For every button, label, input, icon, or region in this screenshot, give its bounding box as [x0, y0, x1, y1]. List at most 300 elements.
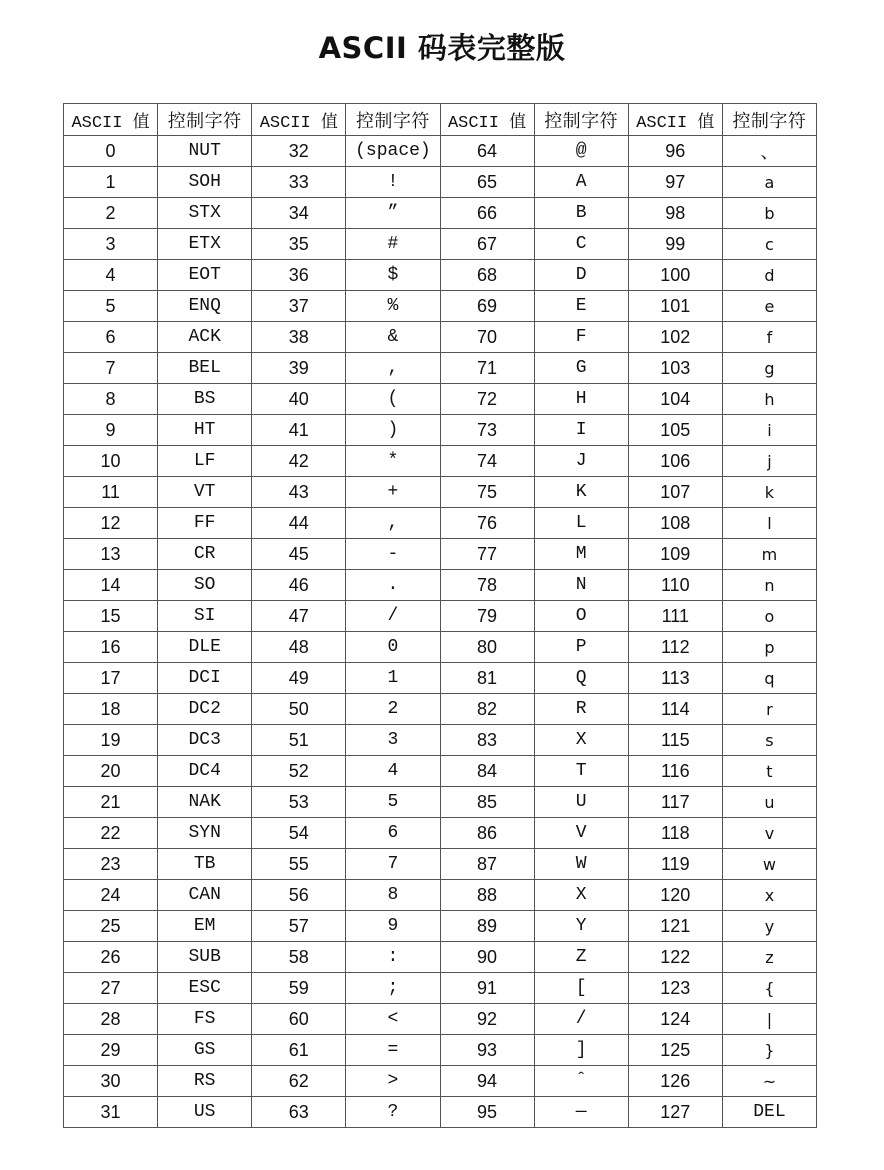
- table-row: [64, 849, 817, 880]
- char-cell: US: [158, 1097, 252, 1128]
- char-cell: ;: [346, 973, 440, 1004]
- char-cell: 5: [346, 787, 440, 818]
- ascii-value-cell: 14: [64, 570, 158, 601]
- ascii-value-cell: 54: [252, 818, 346, 849]
- char-cell: 7: [346, 849, 440, 880]
- ascii-value-cell: 13: [64, 539, 158, 570]
- table-row: [64, 880, 817, 911]
- table-row: [64, 291, 817, 322]
- table-row: [64, 198, 817, 229]
- ascii-value-cell: 66: [440, 198, 534, 229]
- char-cell: R: [534, 694, 628, 725]
- table-row: [64, 756, 817, 787]
- ascii-value-cell: 10: [64, 446, 158, 477]
- table-row: [64, 446, 817, 477]
- ascii-value-cell: 21: [64, 787, 158, 818]
- table-row: [64, 508, 817, 539]
- ascii-value-cell: 71: [440, 353, 534, 384]
- ascii-value-cell: 62: [252, 1066, 346, 1097]
- header-control-char: 控制字符: [534, 104, 628, 136]
- char-cell: ”: [346, 198, 440, 229]
- ascii-value-cell: 18: [64, 694, 158, 725]
- ascii-value-cell: 9: [64, 415, 158, 446]
- header-ascii-value: ASCII 值: [252, 104, 346, 136]
- ascii-value-cell: 46: [252, 570, 346, 601]
- ascii-value-cell: 12: [64, 508, 158, 539]
- char-cell: FS: [158, 1004, 252, 1035]
- ascii-value-cell: 1: [64, 167, 158, 198]
- ascii-value-cell: 105: [628, 415, 722, 446]
- ascii-value-cell: 116: [628, 756, 722, 787]
- char-cell: b: [722, 198, 816, 229]
- header-control-char: 控制字符: [158, 104, 252, 136]
- char-cell: ?: [346, 1097, 440, 1128]
- ascii-value-cell: 43: [252, 477, 346, 508]
- ascii-value-cell: 48: [252, 632, 346, 663]
- ascii-value-cell: 76: [440, 508, 534, 539]
- char-cell: SI: [158, 601, 252, 632]
- header-control-char: 控制字符: [722, 104, 816, 136]
- char-cell: L: [534, 508, 628, 539]
- char-cell: <: [346, 1004, 440, 1035]
- char-cell: A: [534, 167, 628, 198]
- table-row: [64, 384, 817, 415]
- char-cell: J: [534, 446, 628, 477]
- char-cell: #: [346, 229, 440, 260]
- char-cell: !: [346, 167, 440, 198]
- ascii-value-cell: 65: [440, 167, 534, 198]
- char-cell: ACK: [158, 322, 252, 353]
- table-body: [64, 136, 817, 1128]
- char-cell: %: [346, 291, 440, 322]
- table-row: [64, 539, 817, 570]
- char-cell: ~: [722, 1066, 816, 1097]
- ascii-value-cell: 122: [628, 942, 722, 973]
- table-row: [64, 663, 817, 694]
- ascii-value-cell: 69: [440, 291, 534, 322]
- ascii-value-cell: 95: [440, 1097, 534, 1128]
- ascii-value-cell: 99: [628, 229, 722, 260]
- char-cell: NUT: [158, 136, 252, 167]
- char-cell: =: [346, 1035, 440, 1066]
- ascii-value-cell: 88: [440, 880, 534, 911]
- char-cell: V: [534, 818, 628, 849]
- table-row: [64, 167, 817, 198]
- char-cell: Y: [534, 911, 628, 942]
- char-cell: I: [534, 415, 628, 446]
- ascii-value-cell: 17: [64, 663, 158, 694]
- char-cell: 3: [346, 725, 440, 756]
- ascii-value-cell: 35: [252, 229, 346, 260]
- ascii-value-cell: 5: [64, 291, 158, 322]
- char-cell: GS: [158, 1035, 252, 1066]
- ascii-value-cell: 125: [628, 1035, 722, 1066]
- ascii-value-cell: 80: [440, 632, 534, 663]
- ascii-value-cell: 126: [628, 1066, 722, 1097]
- ascii-value-cell: 93: [440, 1035, 534, 1066]
- char-cell: EM: [158, 911, 252, 942]
- char-cell: d: [722, 260, 816, 291]
- ascii-value-cell: 68: [440, 260, 534, 291]
- ascii-value-cell: 119: [628, 849, 722, 880]
- ascii-value-cell: 27: [64, 973, 158, 1004]
- char-cell: $: [346, 260, 440, 291]
- table-row: [64, 601, 817, 632]
- ascii-value-cell: 114: [628, 694, 722, 725]
- ascii-value-cell: 19: [64, 725, 158, 756]
- table-row: [64, 1097, 817, 1128]
- char-cell: x: [722, 880, 816, 911]
- ascii-value-cell: 23: [64, 849, 158, 880]
- char-cell: DEL: [722, 1097, 816, 1128]
- char-cell: H: [534, 384, 628, 415]
- ascii-value-cell: 117: [628, 787, 722, 818]
- char-cell: |: [722, 1004, 816, 1035]
- char-cell: 9: [346, 911, 440, 942]
- char-cell: k: [722, 477, 816, 508]
- ascii-value-cell: 113: [628, 663, 722, 694]
- table-row: [64, 787, 817, 818]
- table-row: [64, 694, 817, 725]
- char-cell: h: [722, 384, 816, 415]
- header-ascii-value: ASCII 值: [440, 104, 534, 136]
- ascii-value-cell: 56: [252, 880, 346, 911]
- char-cell: T: [534, 756, 628, 787]
- ascii-value-cell: 97: [628, 167, 722, 198]
- ascii-value-cell: 26: [64, 942, 158, 973]
- char-cell: v: [722, 818, 816, 849]
- ascii-value-cell: 44: [252, 508, 346, 539]
- char-cell: CR: [158, 539, 252, 570]
- char-cell: /: [346, 601, 440, 632]
- table-row: [64, 818, 817, 849]
- char-cell: +: [346, 477, 440, 508]
- ascii-value-cell: 108: [628, 508, 722, 539]
- ascii-value-cell: 32: [252, 136, 346, 167]
- ascii-value-cell: 102: [628, 322, 722, 353]
- table-row: [64, 477, 817, 508]
- table-row: [64, 725, 817, 756]
- char-cell: {: [722, 973, 816, 1004]
- char-cell: 0: [346, 632, 440, 663]
- char-cell: DLE: [158, 632, 252, 663]
- ascii-value-cell: 82: [440, 694, 534, 725]
- ascii-value-cell: 50: [252, 694, 346, 725]
- char-cell: RS: [158, 1066, 252, 1097]
- ascii-value-cell: 59: [252, 973, 346, 1004]
- char-cell: NAK: [158, 787, 252, 818]
- table-row: [64, 229, 817, 260]
- char-cell: >: [346, 1066, 440, 1097]
- ascii-value-cell: 91: [440, 973, 534, 1004]
- ascii-value-cell: 57: [252, 911, 346, 942]
- char-cell: e: [722, 291, 816, 322]
- ascii-value-cell: 60: [252, 1004, 346, 1035]
- char-cell: K: [534, 477, 628, 508]
- ascii-value-cell: 81: [440, 663, 534, 694]
- char-cell: l: [722, 508, 816, 539]
- char-cell: G: [534, 353, 628, 384]
- char-cell: Z: [534, 942, 628, 973]
- table-row: [64, 911, 817, 942]
- char-cell: ETX: [158, 229, 252, 260]
- char-cell: F: [534, 322, 628, 353]
- char-cell: —: [534, 1097, 628, 1128]
- ascii-value-cell: 51: [252, 725, 346, 756]
- char-cell: ]: [534, 1035, 628, 1066]
- table-header-row: [64, 104, 817, 136]
- char-cell: f: [722, 322, 816, 353]
- ascii-value-cell: 101: [628, 291, 722, 322]
- table-row: [64, 1004, 817, 1035]
- ascii-value-cell: 37: [252, 291, 346, 322]
- char-cell: DCI: [158, 663, 252, 694]
- ascii-value-cell: 47: [252, 601, 346, 632]
- ascii-value-cell: 38: [252, 322, 346, 353]
- char-cell: 4: [346, 756, 440, 787]
- header-ascii-value: ASCII 值: [64, 104, 158, 136]
- ascii-value-cell: 121: [628, 911, 722, 942]
- ascii-value-cell: 24: [64, 880, 158, 911]
- ascii-value-cell: 120: [628, 880, 722, 911]
- char-cell: *: [346, 446, 440, 477]
- ascii-value-cell: 11: [64, 477, 158, 508]
- ascii-table: [63, 103, 817, 1128]
- ascii-value-cell: 115: [628, 725, 722, 756]
- ascii-value-cell: 70: [440, 322, 534, 353]
- char-cell: CAN: [158, 880, 252, 911]
- char-cell: B: [534, 198, 628, 229]
- ascii-value-cell: 106: [628, 446, 722, 477]
- ascii-value-cell: 104: [628, 384, 722, 415]
- ascii-value-cell: 4: [64, 260, 158, 291]
- char-cell: t: [722, 756, 816, 787]
- ascii-value-cell: 89: [440, 911, 534, 942]
- ascii-value-cell: 33: [252, 167, 346, 198]
- char-cell: LF: [158, 446, 252, 477]
- char-cell: BEL: [158, 353, 252, 384]
- ascii-value-cell: 25: [64, 911, 158, 942]
- char-cell: &: [346, 322, 440, 353]
- ascii-value-cell: 49: [252, 663, 346, 694]
- ascii-value-cell: 55: [252, 849, 346, 880]
- header-ascii-value: ASCII 值: [628, 104, 722, 136]
- char-cell: m: [722, 539, 816, 570]
- char-cell: Q: [534, 663, 628, 694]
- ascii-value-cell: 127: [628, 1097, 722, 1128]
- char-cell: FF: [158, 508, 252, 539]
- table-row: [64, 260, 817, 291]
- char-cell: 2: [346, 694, 440, 725]
- char-cell: 1: [346, 663, 440, 694]
- ascii-value-cell: 96: [628, 136, 722, 167]
- char-cell: (: [346, 384, 440, 415]
- char-cell: n: [722, 570, 816, 601]
- ascii-value-cell: 29: [64, 1035, 158, 1066]
- char-cell: -: [346, 539, 440, 570]
- ascii-value-cell: 100: [628, 260, 722, 291]
- char-cell: ESC: [158, 973, 252, 1004]
- ascii-value-cell: 107: [628, 477, 722, 508]
- char-cell: j: [722, 446, 816, 477]
- char-cell: SOH: [158, 167, 252, 198]
- char-cell: 、: [722, 136, 816, 167]
- char-cell: SYN: [158, 818, 252, 849]
- table-row: [64, 942, 817, 973]
- char-cell: 6: [346, 818, 440, 849]
- char-cell: [: [534, 973, 628, 1004]
- char-cell: O: [534, 601, 628, 632]
- char-cell: y: [722, 911, 816, 942]
- char-cell: SUB: [158, 942, 252, 973]
- ascii-value-cell: 2: [64, 198, 158, 229]
- ascii-value-cell: 79: [440, 601, 534, 632]
- ascii-value-cell: 77: [440, 539, 534, 570]
- char-cell: ,: [346, 353, 440, 384]
- char-cell: W: [534, 849, 628, 880]
- ascii-value-cell: 111: [628, 601, 722, 632]
- ascii-value-cell: 8: [64, 384, 158, 415]
- ascii-value-cell: 61: [252, 1035, 346, 1066]
- ascii-value-cell: 124: [628, 1004, 722, 1035]
- ascii-value-cell: 84: [440, 756, 534, 787]
- ascii-value-cell: 103: [628, 353, 722, 384]
- table-row: [64, 570, 817, 601]
- ascii-value-cell: 63: [252, 1097, 346, 1128]
- char-cell: c: [722, 229, 816, 260]
- table-row: [64, 1035, 817, 1066]
- ascii-value-cell: 7: [64, 353, 158, 384]
- ascii-value-cell: 22: [64, 818, 158, 849]
- ascii-value-cell: 87: [440, 849, 534, 880]
- ascii-value-cell: 45: [252, 539, 346, 570]
- ascii-value-cell: 58: [252, 942, 346, 973]
- ascii-value-cell: 118: [628, 818, 722, 849]
- char-cell: w: [722, 849, 816, 880]
- ascii-value-cell: 64: [440, 136, 534, 167]
- ascii-value-cell: 36: [252, 260, 346, 291]
- ascii-value-cell: 94: [440, 1066, 534, 1097]
- char-cell: }: [722, 1035, 816, 1066]
- ascii-value-cell: 78: [440, 570, 534, 601]
- char-cell: p: [722, 632, 816, 663]
- char-cell: /: [534, 1004, 628, 1035]
- char-cell: X: [534, 880, 628, 911]
- char-cell: ): [346, 415, 440, 446]
- ascii-value-cell: 16: [64, 632, 158, 663]
- char-cell: ENQ: [158, 291, 252, 322]
- char-cell: z: [722, 942, 816, 973]
- char-cell: q: [722, 663, 816, 694]
- ascii-value-cell: 72: [440, 384, 534, 415]
- char-cell: :: [346, 942, 440, 973]
- ascii-value-cell: 3: [64, 229, 158, 260]
- ascii-value-cell: 67: [440, 229, 534, 260]
- ascii-value-cell: 20: [64, 756, 158, 787]
- char-cell: U: [534, 787, 628, 818]
- ascii-value-cell: 110: [628, 570, 722, 601]
- char-cell: X: [534, 725, 628, 756]
- ascii-value-cell: 75: [440, 477, 534, 508]
- char-cell: C: [534, 229, 628, 260]
- char-cell: TB: [158, 849, 252, 880]
- ascii-value-cell: 34: [252, 198, 346, 229]
- ascii-value-cell: 74: [440, 446, 534, 477]
- char-cell: VT: [158, 477, 252, 508]
- char-cell: M: [534, 539, 628, 570]
- ascii-value-cell: 83: [440, 725, 534, 756]
- ascii-value-cell: 90: [440, 942, 534, 973]
- char-cell: SO: [158, 570, 252, 601]
- char-cell: ,: [346, 508, 440, 539]
- header-control-char: 控制字符: [346, 104, 440, 136]
- ascii-value-cell: 53: [252, 787, 346, 818]
- ascii-value-cell: 86: [440, 818, 534, 849]
- ascii-value-cell: 109: [628, 539, 722, 570]
- table-row: [64, 353, 817, 384]
- ascii-value-cell: 98: [628, 198, 722, 229]
- char-cell: DC3: [158, 725, 252, 756]
- char-cell: P: [534, 632, 628, 663]
- char-cell: BS: [158, 384, 252, 415]
- ascii-value-cell: 6: [64, 322, 158, 353]
- char-cell: g: [722, 353, 816, 384]
- char-cell: r: [722, 694, 816, 725]
- char-cell: N: [534, 570, 628, 601]
- char-cell: 8: [346, 880, 440, 911]
- ascii-value-cell: 73: [440, 415, 534, 446]
- table-row: [64, 1066, 817, 1097]
- char-cell: @: [534, 136, 628, 167]
- char-cell: s: [722, 725, 816, 756]
- char-cell: i: [722, 415, 816, 446]
- ascii-value-cell: 31: [64, 1097, 158, 1128]
- char-cell: (space): [346, 136, 440, 167]
- ascii-value-cell: 40: [252, 384, 346, 415]
- char-cell: E: [534, 291, 628, 322]
- char-cell: DC4: [158, 756, 252, 787]
- char-cell: o: [722, 601, 816, 632]
- ascii-value-cell: 15: [64, 601, 158, 632]
- ascii-value-cell: 85: [440, 787, 534, 818]
- char-cell: EOT: [158, 260, 252, 291]
- char-cell: .: [346, 570, 440, 601]
- char-cell: STX: [158, 198, 252, 229]
- char-cell: D: [534, 260, 628, 291]
- ascii-value-cell: 30: [64, 1066, 158, 1097]
- ascii-value-cell: 28: [64, 1004, 158, 1035]
- ascii-value-cell: 52: [252, 756, 346, 787]
- char-cell: ˆ: [534, 1066, 628, 1097]
- table-row: [64, 973, 817, 1004]
- ascii-value-cell: 0: [64, 136, 158, 167]
- table-row: [64, 415, 817, 446]
- char-cell: a: [722, 167, 816, 198]
- table-row: [64, 136, 817, 167]
- page-title: ASCII 码表完整版: [318, 31, 566, 65]
- table-row: [64, 632, 817, 663]
- ascii-value-cell: 41: [252, 415, 346, 446]
- ascii-value-cell: 112: [628, 632, 722, 663]
- char-cell: DC2: [158, 694, 252, 725]
- ascii-value-cell: 123: [628, 973, 722, 1004]
- ascii-value-cell: 42: [252, 446, 346, 477]
- char-cell: HT: [158, 415, 252, 446]
- table-row: [64, 322, 817, 353]
- char-cell: u: [722, 787, 816, 818]
- ascii-value-cell: 92: [440, 1004, 534, 1035]
- ascii-value-cell: 39: [252, 353, 346, 384]
